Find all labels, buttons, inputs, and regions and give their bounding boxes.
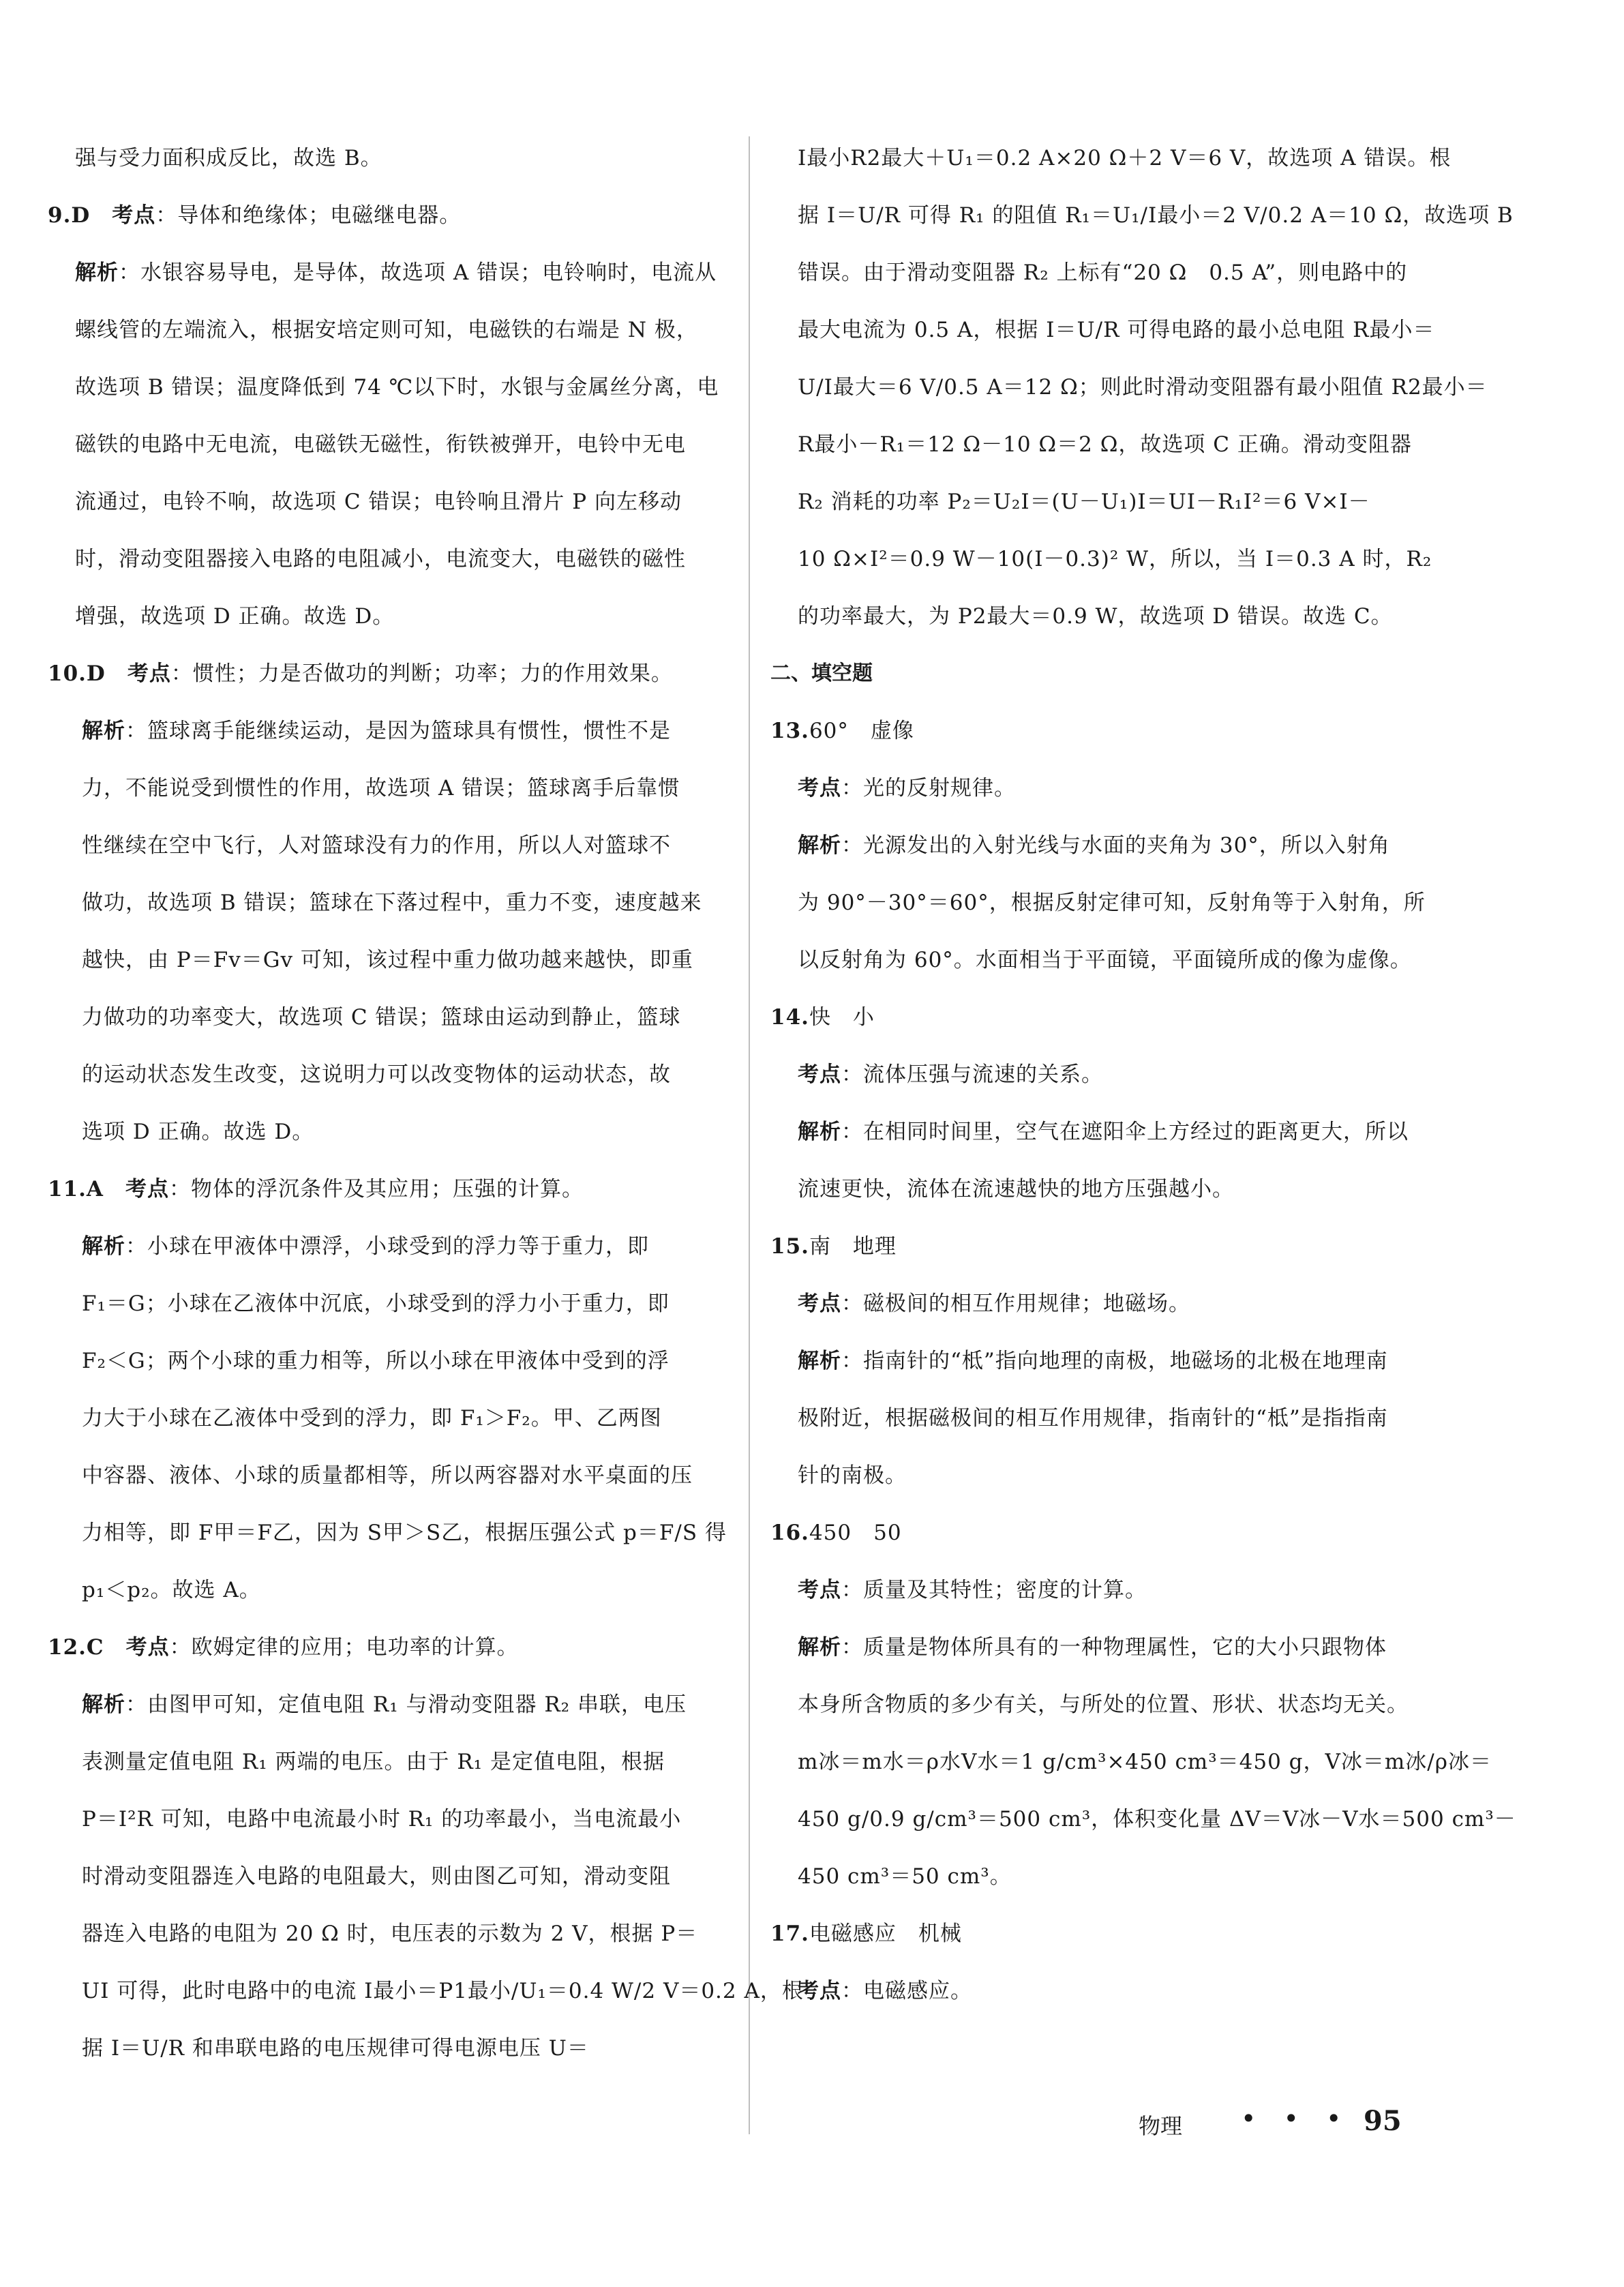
text-line: [770, 530, 1486, 588]
line-text: 表测量定值电阻 R₁ 两端的电压。由于 R₁ 是定值电阻，根据: [82, 1750, 665, 1774]
question-number: 10.D: [48, 661, 106, 686]
text-line: [48, 1332, 730, 1390]
line-text: 450 cm³＝50 cm³。: [798, 1864, 1012, 1889]
text-line: [770, 416, 1486, 473]
keyword-label: 考点: [798, 776, 841, 801]
keyword-label: 考点: [125, 1177, 169, 1201]
question-line: [770, 1905, 1486, 1962]
question-number: 17.: [770, 1922, 809, 1946]
text-line: [770, 359, 1486, 416]
line-text: 选项 D 正确。故选 D。: [82, 1120, 314, 1144]
text-line: [48, 1504, 730, 1561]
line-text: 以反射角为 60°。水面相当于平面镜，平面镜所成的像为虚像。: [798, 948, 1412, 972]
column-divider: [749, 136, 750, 2134]
text-line: [48, 1962, 804, 2020]
line-text: 据 I＝U/R 可得 R₁ 的阻值 R₁＝U₁/I最小＝2 V/0.2 A＝10 Ω，故选项 B: [798, 203, 1514, 228]
line-text: ：磁极间的相互作用规律；地磁场。: [841, 1291, 1190, 1316]
line-text: 极附近，根据磁极间的相互作用规律，指南针的“柢”是指指南: [798, 1406, 1388, 1431]
line-text: ：质量是物体所具有的一种物理属性，它的大小只跟物体: [841, 1635, 1387, 1660]
question-number: 16.: [770, 1521, 809, 1545]
line-text: 为 90°－30°＝60°，根据反射定律可知，反射角等于入射角，所: [798, 891, 1426, 915]
text-line: [770, 473, 1486, 530]
text-line: [48, 1905, 730, 1962]
keyword-label: 解析: [82, 1234, 125, 1259]
text-line: [770, 1046, 1486, 1103]
question-line: [770, 1218, 1486, 1275]
text-line: [48, 1733, 730, 1791]
question-line: [770, 989, 1486, 1046]
text-line: [48, 1218, 730, 1275]
question-line: [48, 1619, 730, 1676]
keyword-label: 考点: [127, 661, 171, 686]
line-text: ：由图甲可知，定值电阻 R₁ 与滑动变阻器 R₂ 串联，电压: [125, 1692, 687, 1717]
text-line: [770, 1619, 1486, 1676]
text-line: [48, 874, 730, 931]
text-line: [48, 989, 730, 1046]
keyword-label: 解析: [82, 1692, 125, 1717]
text-line: [48, 1676, 730, 1733]
keyword-label: 考点: [798, 1979, 841, 2003]
text-line: [48, 130, 730, 187]
line-text: 450 g/0.9 g/cm³＝500 cm³，体积变化量 ΔV＝V冰－V水＝500 cm³－: [798, 1807, 1516, 1832]
line-text: 中容器、液体、小球的质量都相等，所以两容器对水平桌面的压: [82, 1463, 693, 1488]
text-line: [48, 530, 730, 588]
footer-subject: 物理: [1139, 2113, 1183, 2139]
line-text: 器连入电路的电阻为 20 Ω 时，电压表的示数为 2 V，根据 P＝: [82, 1922, 698, 1946]
question-number: 12.C: [48, 1635, 104, 1660]
line-text: UI 可得，此时电路中的电流 I最小＝P1最小/U₁＝0.4 W/2 V＝0.2 A，根: [82, 1979, 804, 2003]
text-line: [48, 1848, 730, 1905]
line-text: 时滑动变阻器连入电路的电阻最大，则由图乙可知，滑动变阻: [82, 1864, 671, 1889]
text-line: [770, 244, 1486, 301]
line-text: 的运动状态发生改变，这说明力可以改变物体的运动状态，故: [82, 1062, 671, 1087]
text-line: [48, 1046, 730, 1103]
text-line: [770, 187, 1514, 244]
line-text: U/I最大＝6 V/0.5 A＝12 Ω；则此时滑动变阻器有最小阻值 R2最小＝: [798, 375, 1488, 400]
text-line: [770, 817, 1486, 874]
keyword-label: 考点: [798, 1062, 841, 1087]
text-line: [48, 1103, 730, 1161]
keyword-label: 考点: [125, 1635, 170, 1660]
line-text: ：小球在甲液体中漂浮，小球受到的浮力等于重力，即: [125, 1234, 649, 1259]
line-text: 力，不能说受到惯性的作用，故选项 A 错误；篮球离手后靠惯: [82, 776, 680, 801]
text-line: [48, 702, 730, 760]
text-line: [48, 1275, 730, 1332]
line-text: R最小－R₁＝12 Ω－10 Ω＝2 Ω，故选项 C 正确。滑动变阻器: [798, 432, 1412, 457]
question-line: [48, 187, 730, 244]
line-text: 据 I＝U/R 和串联电路的电压规律可得电源电压 U＝: [82, 2036, 589, 2061]
line-text: 最大电流为 0.5 A，根据 I＝U/R 可得电路的最小总电阻 R最小＝: [798, 318, 1435, 342]
text-line: [770, 874, 1486, 931]
question-number: 11.A: [48, 1177, 104, 1201]
text-line: [48, 359, 730, 416]
question-line: [48, 645, 730, 702]
text-line: [770, 1447, 1486, 1504]
right-column: [770, 130, 1516, 2020]
line-text: ：导体和绝缘体；电磁继电器。: [155, 203, 462, 228]
keyword-label: 解析: [798, 1635, 841, 1660]
text-line: [770, 1561, 1486, 1619]
question-number: 14.: [770, 1005, 809, 1030]
keyword-label: 解析: [798, 1349, 841, 1373]
text-line: [48, 244, 730, 301]
text-line: [48, 588, 730, 645]
line-text: I最小R2最大＋U₁＝0.2 A×20 Ω＋2 V＝6 V，故选项 A 错误。根: [798, 146, 1452, 170]
line-text: 力做功的功率变大，故选项 C 错误；篮球由运动到静止，篮球: [82, 1005, 681, 1030]
line-text: ：在相同时间里，空气在遮阳伞上方经过的距离更大，所以: [841, 1120, 1409, 1144]
line-text: ：篮球离手能继续运动，是因为篮球具有惯性，惯性不是: [125, 719, 671, 743]
keyword-label: 考点: [112, 203, 156, 228]
line-text: 10 Ω×I²＝0.9 W－10(I－0.3)² W，所以，当 I＝0.3 A 时，R₂: [798, 547, 1432, 571]
line-text: 时，滑动变阻器接入电路的电阻减小，电流变大，电磁铁的磁性: [75, 547, 686, 571]
line-text: 450 50: [809, 1521, 902, 1545]
text-line: [770, 1161, 1486, 1218]
text-line: [48, 2020, 730, 2077]
text-line: [770, 1332, 1486, 1390]
line-text: 做功，故选项 B 错误；篮球在下落过程中，重力不变，速度越来: [82, 891, 702, 915]
keyword-label: 考点: [798, 1578, 841, 1602]
footer-dots: • • •: [1241, 2104, 1351, 2134]
question-number: 13.: [770, 719, 809, 743]
text-line: [770, 1275, 1486, 1332]
keyword-label: 解析: [798, 833, 841, 858]
line-text: ：流体压强与流速的关系。: [841, 1062, 1103, 1087]
line-text: ：电磁感应。: [841, 1979, 972, 2003]
keyword-label: 考点: [798, 1291, 841, 1316]
line-text: 越快，由 P＝Fv＝Gv 可知，该过程中重力做功越来越快，即重: [82, 948, 693, 972]
section-heading: 二、填空题: [770, 661, 873, 685]
text-line: [770, 130, 1486, 187]
text-line: [770, 1733, 1492, 1791]
text-line: [770, 760, 1486, 817]
line-text: ：水银容易导电，是导体，故选项 A 错误；电铃响时，电流从: [119, 260, 717, 285]
line-text: 性继续在空中飞行，人对篮球没有力的作用，所以人对篮球不: [82, 833, 671, 858]
text-line: [48, 1447, 730, 1504]
line-text: P＝I²R 可知，电路中电流最小时 R₁ 的功率最小，当电流最小: [82, 1807, 682, 1832]
question-number: 15.: [770, 1234, 809, 1259]
text-line: [48, 931, 730, 989]
line-text: ：光源发出的入射光线与水面的夹角为 30°，所以入射角: [841, 833, 1390, 858]
question-line: [770, 702, 1486, 760]
line-text: 力相等，即 F甲＝F乙，因为 S甲＞S乙，根据压强公式 p＝F/S 得: [82, 1521, 727, 1545]
text-line: [48, 301, 730, 359]
text-line: [770, 931, 1486, 989]
keyword-label: 解析: [75, 260, 119, 285]
text-line: [770, 1962, 1486, 2020]
line-text: R₂ 消耗的功率 P₂＝U₂I＝(U－U₁)I＝UI－R₁I²＝6 V×I－: [798, 490, 1370, 514]
line-text: 60° 虚像: [809, 719, 914, 743]
line-text: 力大于小球在乙液体中受到的浮力，即 F₁＞F₂。甲、乙两图: [82, 1406, 662, 1431]
line-text: 流通过，电铃不响，故选项 C 错误；电铃响且滑片 P 向左移动: [75, 490, 682, 514]
text-line: [48, 817, 730, 874]
line-text: 南 地理: [809, 1234, 897, 1259]
text-line: [770, 1791, 1516, 1848]
text-line: [48, 760, 730, 817]
line-text: ：惯性；力是否做功的判断；功率；力的作用效果。: [170, 661, 673, 686]
line-text: m冰＝m水＝ρ水V水＝1 g/cm³×450 cm³＝450 g，V冰＝m冰/ρ冰＝: [798, 1750, 1492, 1774]
text-line: [770, 1848, 1486, 1905]
text-line: [770, 301, 1486, 359]
line-text: 增强，故选项 D 正确。故选 D。: [75, 604, 395, 629]
page-footer: [1139, 2104, 1548, 2151]
keyword-label: 解析: [82, 719, 125, 743]
text-line: [48, 1390, 730, 1447]
line-text: 螺线管的左端流入，根据安培定则可知，电磁铁的右端是 N 极，: [75, 318, 698, 342]
text-line: [770, 1103, 1486, 1161]
line-text: ：物体的浮沉条件及其应用；压强的计算。: [168, 1177, 584, 1201]
page-number: 95: [1364, 2105, 1402, 2137]
text-line: [770, 588, 1486, 645]
text-line: [770, 1390, 1486, 1447]
text-line: [48, 473, 730, 530]
line-text: F₂＜G；两个小球的重力相等，所以小球在甲液体中受到的浮: [82, 1349, 670, 1373]
line-text: 磁铁的电路中无电流，电磁铁无磁性，衔铁被弹开，电铃中无电: [75, 432, 686, 457]
question-line: [48, 1161, 730, 1218]
keyword-label: 解析: [798, 1120, 841, 1144]
line-text: 本身所含物质的多少有关，与所处的位置、形状、状态均无关。: [798, 1692, 1409, 1717]
line-text: ：光的反射规律。: [841, 776, 1016, 801]
line-text: ：欧姆定律的应用；电功率的计算。: [169, 1635, 519, 1660]
text-line: [48, 416, 730, 473]
line-text: ：指南针的“柢”指向地理的南极，地磁场的北极在地理南: [841, 1349, 1388, 1373]
line-text: 的功率最大，为 P2最大＝0.9 W，故选项 D 错误。故选 C。: [798, 604, 1393, 629]
line-text: F₁＝G；小球在乙液体中沉底，小球受到的浮力小于重力，即: [82, 1291, 670, 1316]
text-line: [770, 1676, 1486, 1733]
question-line: [770, 1504, 1486, 1561]
text-line: [48, 1561, 730, 1619]
line-text: ：质量及其特性；密度的计算。: [841, 1578, 1147, 1602]
line-text: 故选项 B 错误；温度降低到 74 ℃以下时，水银与金属丝分离，电: [75, 375, 719, 400]
line-text: 错误。由于滑动变阻器 R₂ 上标有“20 Ω 0.5 A”，则电路中的: [798, 260, 1408, 285]
line-text: 强与受力面积成反比，故选 B。: [75, 146, 382, 170]
question-number: 9.D: [48, 203, 91, 228]
line-text: 针的南极。: [798, 1463, 907, 1488]
line-text: 快 小: [809, 1005, 875, 1030]
line-text: 电磁感应 机械: [809, 1922, 962, 1946]
line-text: 流速更快，流体在流速越快的地方压强越小。: [798, 1177, 1234, 1201]
line-text: p₁＜p₂。故选 A。: [82, 1578, 261, 1602]
text-line: [48, 1791, 730, 1848]
